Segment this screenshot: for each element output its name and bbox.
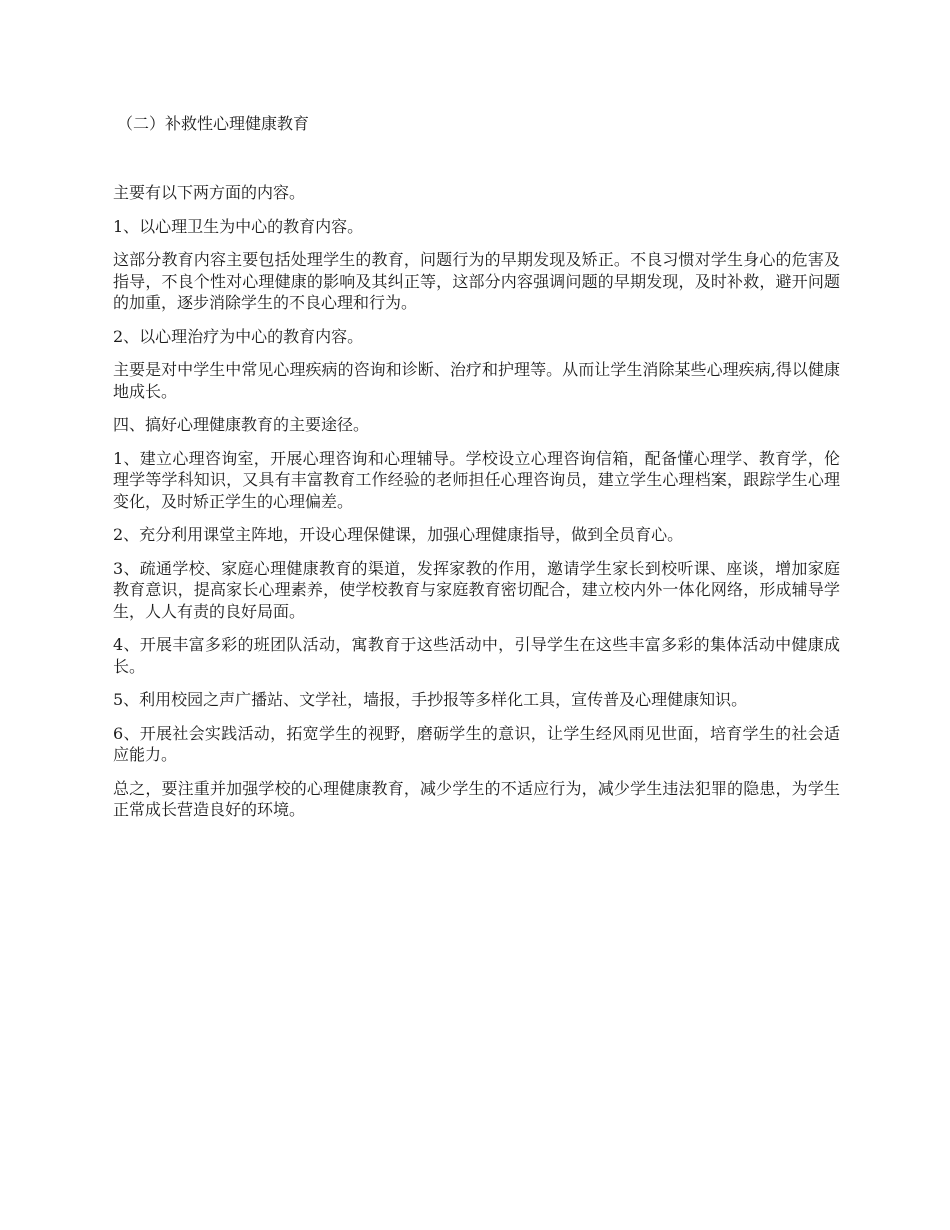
section-heading: （二）补救性心理健康教育 bbox=[117, 114, 310, 133]
paragraph-approach-5: 5、利用校园之声广播站、文学社，墙报，手抄报等多样化工具，宣传普及心理健康知识。 bbox=[113, 690, 748, 709]
paragraph-item-1-heading: 1、以心理卫生为中心的教育内容。 bbox=[113, 216, 364, 236]
paragraph-item-2-body: 主要是对中学生中常见心理疾病的咨询和诊断、治疗和护理等。从而让学生消除某些心理疾病,得以健康地成长。 bbox=[113, 360, 840, 401]
paragraph-section-four-heading: 四、搞好心理健康教育的主要途径。 bbox=[113, 415, 370, 434]
paragraph-conclusion: 总之，要注重并加强学校的心理健康教育，减少学生的不适应行为，减少学生违法犯罪的隐患，为学生正常成长营造良好的环境。 bbox=[113, 778, 840, 819]
paragraph-approach-3: 3、疏通学校、家庭心理健康教育的渠道，发挥家教的作用，邀请学生家长到校听课、座谈，增加家庭教育意识，提高家长心理素养，使学校教育与家庭教育密切配合，建立校内外一体化网络，形成辅导学生，人人有责的良好局面。 bbox=[113, 558, 840, 621]
document-body bbox=[113, 112, 840, 833]
paragraph-approach-6: 6、开展社会实践活动，拓宽学生的视野，磨砺学生的意识，让学生经风雨见世面，培育学生的社会适应能力。 bbox=[113, 723, 840, 764]
paragraph-approach-2: 2、充分利用课堂主阵地，开设心理保健课，加强心理健康指导，做到全员育心。 bbox=[113, 525, 684, 544]
paragraph-approach-1: 1、建立心理咨询室，开展心理咨询和心理辅导。学校设立心理咨询信箱，配备懂心理学、教育学，伦理学等学科知识，又具有丰富教育工作经验的老师担任心理咨询员，建立学生心理档案，跟踪学生心理变化，及时矫正学生的心理偏差。 bbox=[113, 448, 840, 511]
paragraph-item-2-heading: 2、以心理治疗为中心的教育内容。 bbox=[113, 326, 364, 346]
paragraph-item-1-body: 这部分教育内容主要包括处理学生的教育，问题行为的早期发现及矫正。不良习惯对学生身心的危害及指导，不良个性对心理健康的影响及其纠正等，这部分内容强调问题的早期发现，及时补救，避开问题的加重，逐步消除学生的不良心理和行为。 bbox=[113, 250, 840, 312]
paragraph-intro: 主要有以下两方面的内容。 bbox=[113, 183, 306, 202]
paragraph-approach-4: 4、开展丰富多彩的班团队活动，寓教育于这些活动中，引导学生在这些丰富多彩的集体活动中健康成长。 bbox=[113, 635, 840, 676]
